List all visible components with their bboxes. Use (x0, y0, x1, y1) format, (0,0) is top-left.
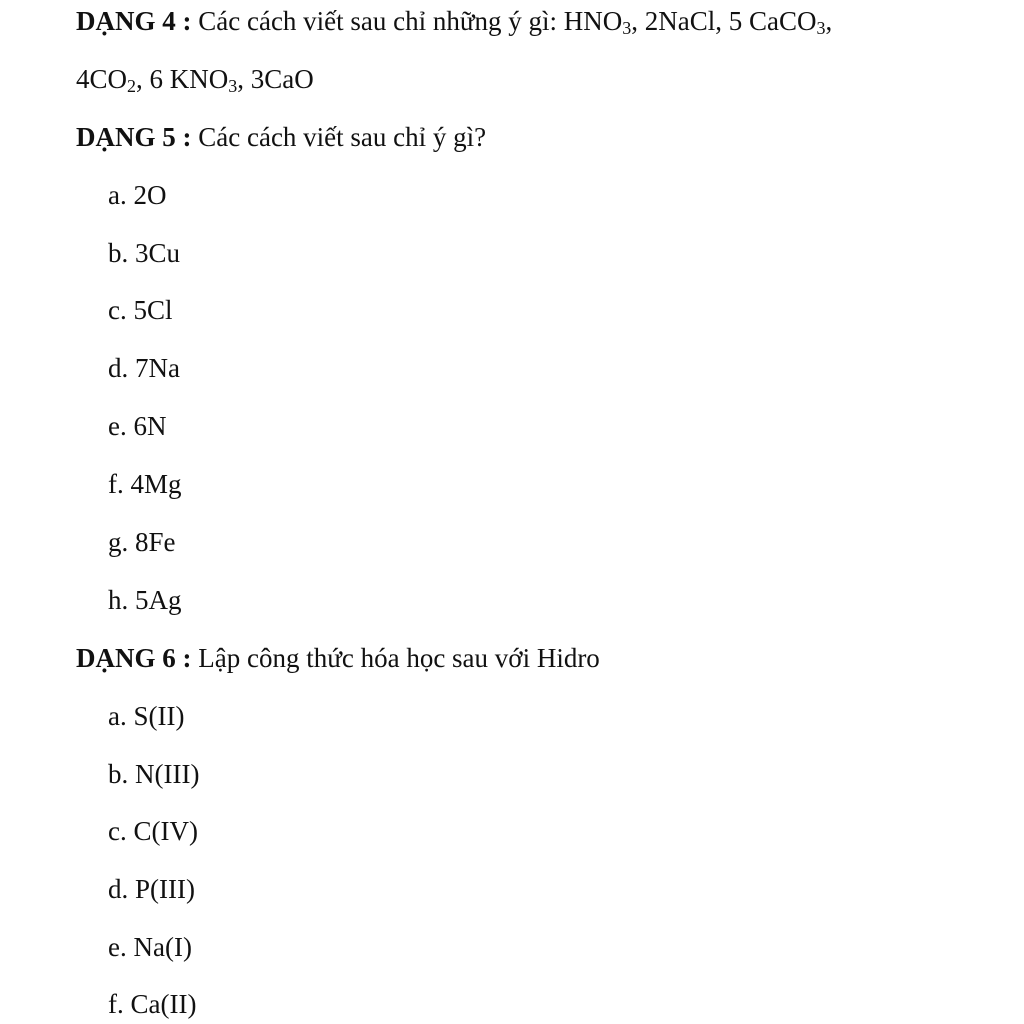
list-item: c. C(IV) (108, 816, 198, 846)
list-item: c. 5Cl (108, 295, 173, 325)
dang4-heading (76, 6, 833, 38)
list-item: b. N(III) (108, 759, 200, 789)
formula-kno3-cao: 6 $KNO_3$, 3CaO (142, 64, 314, 96)
dang6-label: DẠNG 6 : (76, 643, 192, 673)
dang5-label: DẠNG 5 : (76, 122, 192, 152)
list-item: e. 6N (108, 411, 167, 441)
dang6-question: Lập công thức hóa học sau với Hidro (198, 643, 600, 673)
list-item: a. 2O (108, 180, 167, 210)
formula-caco3: 2NaCl, 5 CaCO$_3$, (638, 6, 833, 38)
formula-hno3: $HNO_3$, (557, 6, 639, 38)
dang5-question: Các cách viết sau chỉ ý gì? (198, 122, 487, 152)
dang4-formulas-continued (76, 64, 314, 96)
list-item: f. Ca(II) (108, 989, 197, 1019)
list-item: a. S(II) (108, 701, 185, 731)
list-item: b. 3Cu (108, 238, 181, 268)
formula-4co2: $4CO_2$, (76, 64, 143, 96)
dang4-label: DẠNG 4 : (76, 6, 192, 36)
list-item: d. P(III) (108, 874, 195, 904)
list-item: d. 7Na (108, 353, 180, 383)
dang4-question: Các cách viết sau chỉ những ý gì: (198, 6, 558, 36)
dang6-heading (76, 645, 600, 672)
list-item: h. 5Ag (108, 585, 182, 615)
dang5-heading (76, 124, 486, 151)
list-item: f. 4Mg (108, 469, 182, 499)
list-item: e. Na(I) (108, 932, 192, 962)
list-item: g. 8Fe (108, 527, 176, 557)
